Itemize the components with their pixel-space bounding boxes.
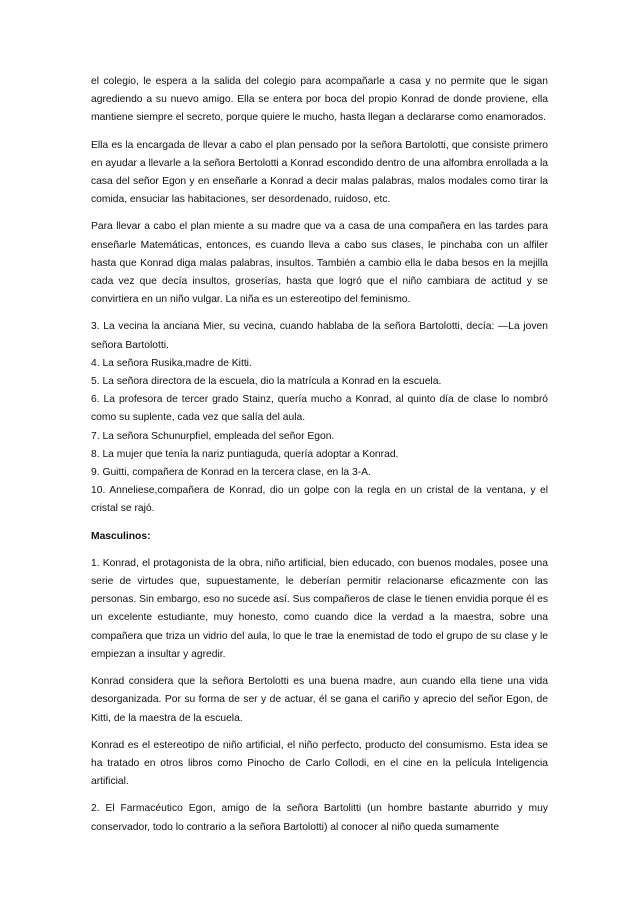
list-item: 10. Anneliese,compañera de Konrad, dio un golpe con la regla en un cristal de la ventana, y el cristal se rajó. <box>91 485 548 515</box>
list-item: 4. La señora Rusika,madre de Kitti. <box>91 357 252 369</box>
list-item: 6. La profesora de tercer grado Stainz, quería mucho a Konrad, al quinto día de clase lo nombró como su suplente, cada vez que salía del aula. <box>91 394 548 424</box>
female-characters-list <box>91 318 548 518</box>
paragraph-kitti-protects: el colegio, le espera a la salida del colegio para acompañarle a casa y no permite que le sigan agrediendo a su nuevo amigo. Ella se entera por boca del propio Konrad de donde proviene, ella mantiene siempre el secreto, porque quiere le mucho, hasta llegan a declararse como enamorados. <box>91 76 548 124</box>
list-item: 8. La mujer que tenía la nariz puntiaguda, quería adoptar a Konrad. <box>91 448 399 460</box>
paragraph-kitti-plan: Ella es la encargada de llevar a cabo el plan pensado por la señora Bartolotti, que consiste primero en ayudar a llevarle a la señora Bertolotti a Konrad escondido dentro de una alfombra enrollada a la casa del señor Egon y en enseñarle a Konrad a decir malas palabras, malos modales como tirar la comida, ensuciar las habitaciones, ser desordenado, ruidoso, etc. <box>91 139 548 206</box>
list-item: 7. La señora Schunurpfiel, empleada del señor Egon. <box>91 430 335 442</box>
paragraph-kitti-lessons: Para llevar a cabo el plan miente a su madre que va a casa de una compañera en las tardes para enseñarle Matemáticas, entonces, es cuando lleva a cabo sus clases, le pinchaba con un alfiler hasta que Konrad diga malas palabras, insultos. También a cambio ella le daba besos en la mejilla cada vez que decía insultos, groserías, hasta que logró que el niño cambiara de actitud y se convirtiera en un niño vulgar. La niña es un estereotipo del feminismo. <box>91 221 548 306</box>
list-item: 9. Guitti, compañera de Konrad en la tercera clase, en la 3-A. <box>91 467 371 479</box>
section-heading-masculinos: Masculinos: <box>91 530 151 542</box>
list-item: 3. La vecina la anciana Mier, su vecina, cuando hablaba de la señora Bartolotti, decía: —La joven señora Bartolotti. <box>91 321 548 351</box>
paragraph-konrad-stereotype: Konrad es el estereotipo de niño artificial, el niño perfecto, producto del consumismo. Esta idea se ha tratado en otros libros como Pinocho de Carlo Collodi, en el cine en la película Inteligencia artificial. <box>91 739 548 788</box>
paragraph-konrad-bartolotti: Konrad considera que la señora Bertolotti es una buena madre, aun cuando ella tiene una vida desorganizada. Por su forma de ser y de actuar, él se gana el cariño y aprecio del señor Egon, de Kitti, de la maestra de la escuela. <box>91 676 548 724</box>
paragraph-konrad-description: 1. Konrad, el protagonista de la obra, niño artificial, bien educado, con buenos modales, posee una serie de virtudes que, supuestamente, le deberían permitir relacionarse eficazmente con las personas. Sin embargo, eso no sucede así. Sus compañeros de clase le tienen envidia porque él es un excelente estudiante, muy honesto, como cuando dice la verdad a la maestra, sobre una compañera que triza un vidrio del aula, lo que le trae la enemistad de todo el grupo de su clase y le empiezan a insultar y agredir. <box>91 557 548 660</box>
paragraph-egon: 2. El Farmacéutico Egon, amigo de la señora Bartolitti (un hombre bastante aburrido y muy conservador, todo lo contrario a la señora Bartolotti) al conocer al niño queda sumamente <box>91 803 548 833</box>
list-item: 5. La señora directora de la escuela, dio la matrícula a Konrad en la escuela. <box>91 376 442 388</box>
